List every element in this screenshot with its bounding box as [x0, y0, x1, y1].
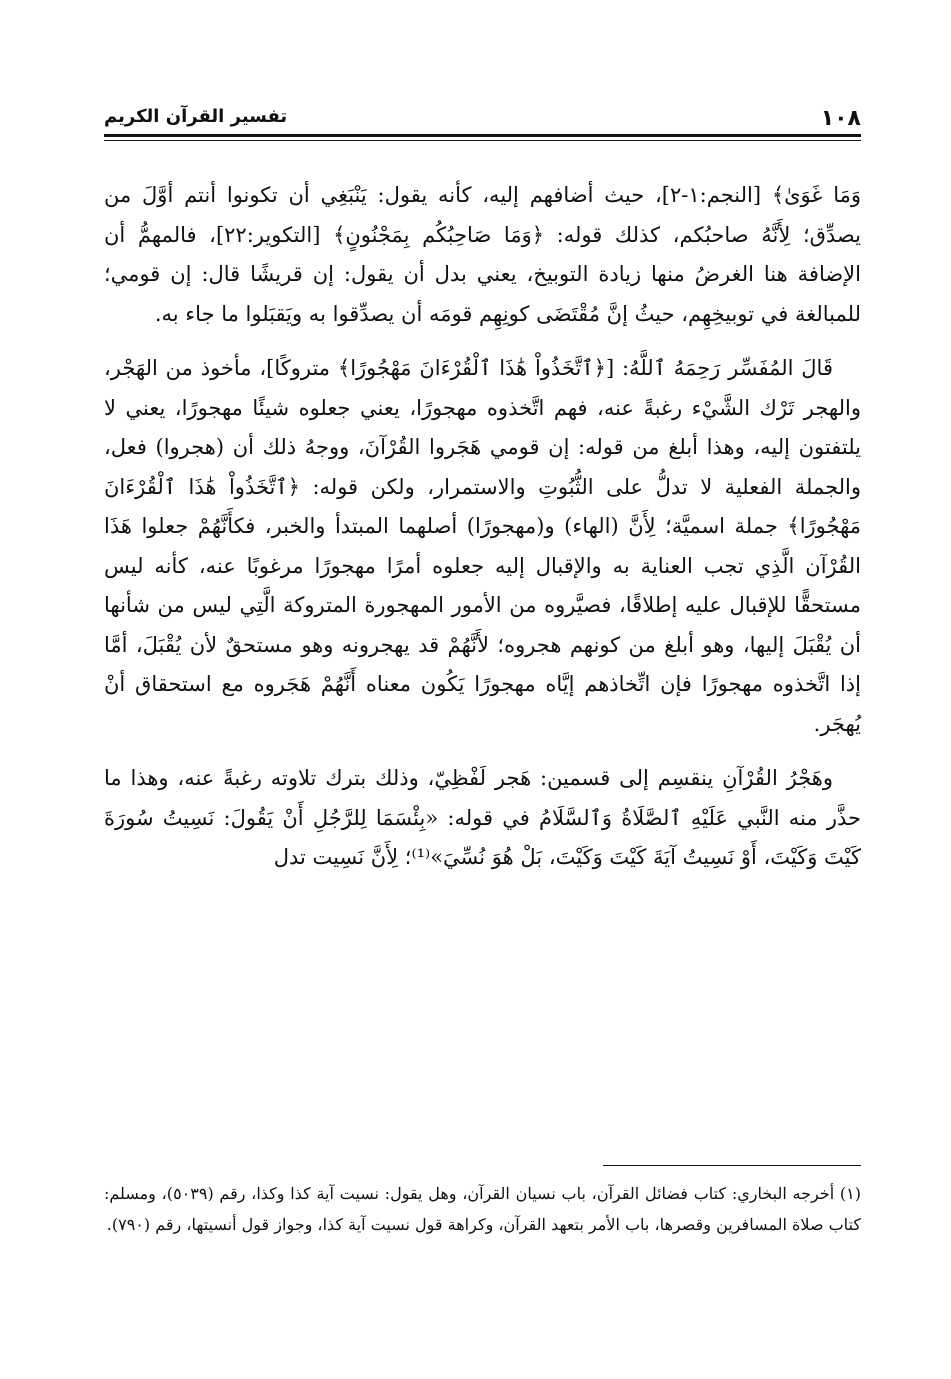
running-title: تفسير القرآن الكريم	[104, 106, 288, 127]
paragraph: وهَجْرُ القُرْآنِ ينقسِم إلى قسمين: هَجر لَفْظِيّ، وذلك بترك تلاوته رغبةً عنه، وهذا ما حذَّر منه النَّبي عَلَيْهِ ٱلصَّلَاةُ وَٱلسَّلَامُ في قوله: «بِئْسَمَا لِلرَّجُلِ أَنْ يَقُولَ: نَسِيتُ سُورَةَ كَيْتَ وَكَيْتَ، أَوْ نَسِيتُ آيَةَ كَيْتَ وَكَيْتَ، بَلْ هُوَ نُسِّيَ»⁽¹⁾؛ لِأَنَّ نَسِيت تدل	[104, 766, 861, 869]
paragraph: وَمَا غَوَىٰ﴾ [النجم:١-٢]، حيث أضافهم إليه، كأنه يقول: يَنْبَغِي أن تكونوا أنتم أوَّلَ من يصدِّق؛ لِأَنَّهُ صاحبُكم، كذلك قوله: ﴿وَمَا صَاحِبُكُم بِمَجْنُونٍ﴾ [التكوير:٢٢]، فالمهمُّ أن الإضافة هنا الغرضُ منها زيادة التوبيخ، يعني بدل أن يقول: إن قريشًا قال: إن قومي؛ للمبالغة في توبيخِهِم، حيثُ إنَّ مُقْتَضَى كونِهِم قومَه أن يصدِّقوا به ويَقبَلوا ما جاء به.	[104, 183, 861, 326]
footnote: (١) أخرجه البخاري: كتاب فضائل القرآن، باب نسيان القرآن، وهل يقول: نسيت آية كذا وكذا، رقم (٥٠٣٩)، ومسلم: كتاب صلاة المسافرين وقصرها، باب الأمر بتعهد القرآن، وكراهة قول نسيت آية كذا، وجواز قول أنسيتها، رقم (٧٩٠).	[104, 1184, 862, 1234]
page-number: ١٠٨	[820, 106, 861, 131]
main-text	[104, 176, 861, 893]
header-rule	[104, 134, 861, 137]
page-header	[104, 100, 861, 136]
footnote-separator	[603, 1165, 861, 1166]
header-rule-thin	[104, 140, 861, 141]
paragraph: قَالَ المُفَسِّر رَحِمَهُ ٱللَّهُ: [﴿ٱتَّخَذُواْ هَٰذَا ٱلْقُرْءَانَ مَهْجُورًا﴾ متروكًا]، مأخوذ من الهَجْر، والهجر تَرْك الشَّيْء رغبةً عنه، فهم اتَّخذوه مهجورًا، يعني جعلوه شيئًا مهجورًا، يعني لا يلتفتون إليه، وهذا أبلغ من قوله: إن قومي هَجَروا القُرْآنَ، ووجهُ ذلك أن (هجروا) فعل، والجملة الفعلية لا تدلُّ على الثُّبُوتِ والاستمرار، ولكن قوله: ﴿ٱتَّخَذُواْ هَٰذَا ٱلْقُرْءَانَ مَهْجُورًا﴾ جملة اسميَّة؛ لِأَنَّ (الهاء) و(مهجورًا) أصلهما المبتدأ والخبر، فكأَنَّهُمْ جعلوا هَذَا القُرْآن الَّذِي تجب العناية به والإقبال إليه جعلوه أمرًا مهجورًا مرغوبًا عنه، كأنه ليس مستحقًّا للإقبال عليه إطلاقًا، فصيَّروه من الأمور المهجورة المتروكة الَّتِي ليس من شأنها أن يُقْبَلَ إليها، وهو أبلغ من كونهم هجروه؛ لأَنَّهُمْ قد يهجرونه وهو مستحقٌ لأن يُقْبَلَ، أمَّا إذا اتَّخذوه مهجورًا فإن اتِّخاذهم إيَّاه مهجورًا يَكُون معناه أَنَّهُمْ هَجَروه مع استحقاق أنْ يُهجَر.	[104, 356, 861, 736]
footnotes	[104, 1178, 861, 1240]
